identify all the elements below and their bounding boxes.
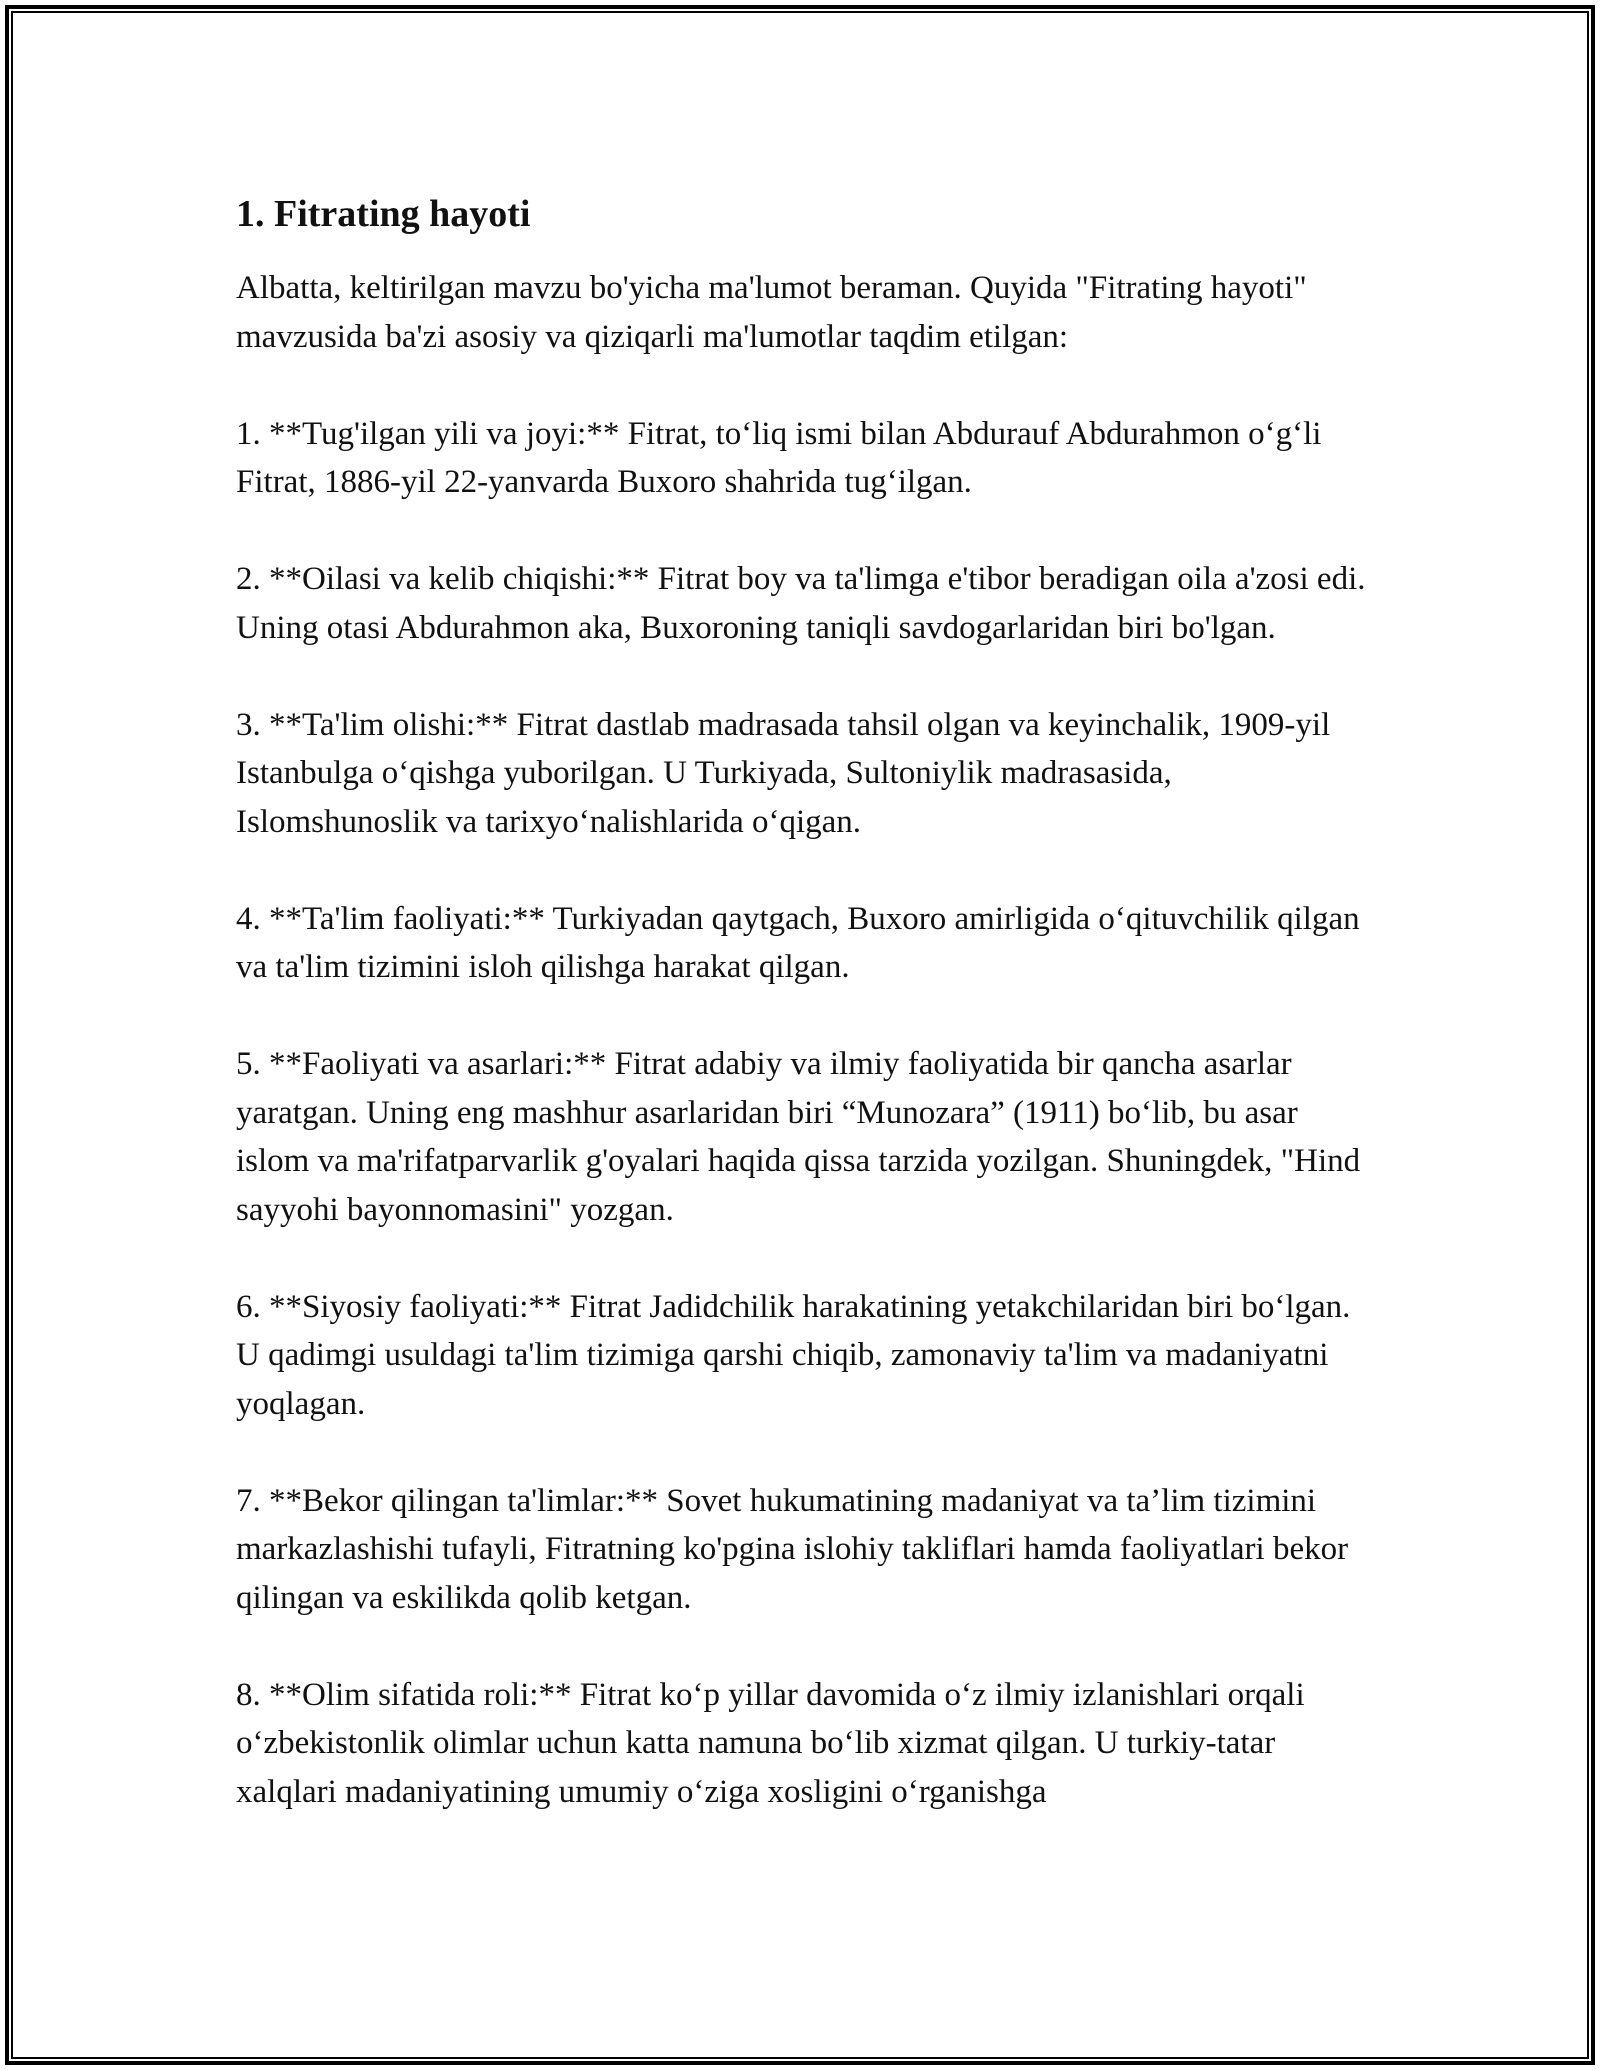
document-body xyxy=(236,186,1376,1816)
intro-paragraph: Albatta, keltirilgan mavzu bo'yicha ma'lumot beraman. Quyida "Fitrating hayoti" mavzusida ba'zi asosiy va qiziqarli ma'lumotlar taqdim etilgan: xyxy=(236,270,1307,355)
paragraph-scholar: 8. **Olim sifatida roli:** Fitrat ko‘p yillar davomida o‘z ilmiy izlanishlari orqali o‘zbekistonlik olimlar uchun katta namuna bo‘lib xizmat qilgan. U turkiy-tatar xalqlari madaniyatining umumiy o‘ziga xosligini o‘rganishga xyxy=(236,1676,1305,1810)
paragraph-works: 5. **Faoliyati va asarlari:** Fitrat adabiy va ilmiy faoliyatida bir qancha asarlar yaratgan. Uning eng mashhur asarlaridan biri “Munozara” (1911) bo‘lib, bu asar islom va ma'rifatparvarlik g'oyalari haqida qissa tarzida yozilgan. Shuningdek, "Hind sayyohi bayonnomasini" yozgan. xyxy=(236,1046,1361,1228)
paragraph-birth: 1. **Tug'ilgan yili va joyi:** Fitrat, to‘liq ismi bilan Abdurauf Abdurahmon o‘g‘li Fitrat, 1886-yil 22-yanvarda Buxoro shahrida tug‘ilgan. xyxy=(236,415,1322,500)
paragraph-teaching: 4. **Ta'lim faoliyati:** Turkiyadan qaytgach, Buxoro amirligida o‘qituvchilik qilgan va ta'lim tizimini isloh qilishga harakat qilgan. xyxy=(236,900,1360,985)
paragraph-education: 3. **Ta'lim olishi:** Fitrat dastlab madrasada tahsil olgan va keyinchalik, 1909-yil Istanbulga o‘qishga yuborilgan. U Turkiyada, Sultoniylik madrasasida, Islomshunoslik va tarixyo‘nalishlarida o‘qigan. xyxy=(236,706,1331,840)
paragraph-family: 2. **Oilasi va kelib chiqishi:** Fitrat boy va ta'limga e'tibor beradigan oila a'zosi edi. Uning otasi Abdurahmon aka, Buxoroning taniqli savdogarlaridan biri bo'lgan. xyxy=(236,561,1366,646)
paragraph-cancelled: 7. **Bekor qilingan ta'limlar:** Sovet hukumatining madaniyat va ta’lim tizimini markazlashishi tufayli, Fitratning ko'pgina islohiy takliflari hamda faoliyatlari bekor qilingan va eskilikda qolib ketgan. xyxy=(236,1482,1349,1616)
section-heading: 1. Fitrating hayoti xyxy=(236,193,531,235)
paragraph-politics: 6. **Siyosiy faoliyati:** Fitrat Jadidchilik harakatining yetakchilaridan biri bo‘lgan. U qadimgi usuldagi ta'lim tizimiga qarshi chiqib, zamonaviy ta'lim va madaniyatni yoqlagan. xyxy=(236,1288,1351,1422)
